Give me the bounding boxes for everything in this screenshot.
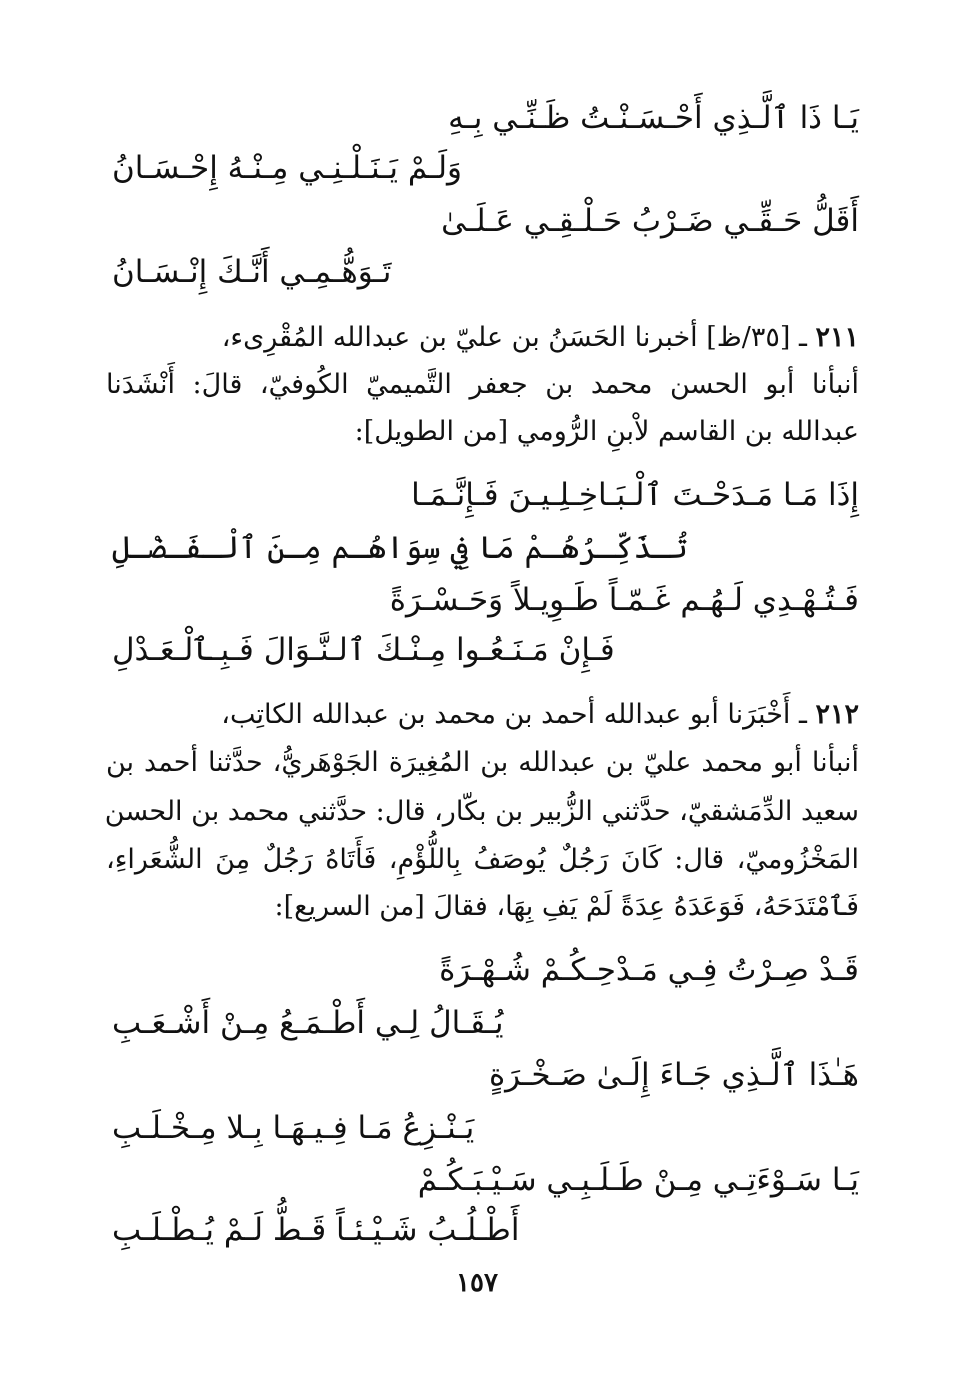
entry-211-line1 <box>222 318 859 358</box>
entry-212-line3: سعيد الدِّمَشقيّ، حدَّثني الزُّبير بن بكّار، قال: حدَّثني محمد بن الحسن <box>104 796 859 827</box>
poem1-verse2-second-half: تَـوَهُّـمِـي أَنَّـكَ إِنْـسَـانُ <box>112 254 392 290</box>
poem1-verse2-first-half: أَقَلُّ حَـقِّـي ضَـرْبُ حَـلْـقِـي عَـلَـىٰ <box>441 203 859 239</box>
entry-212-number: ٢١٢ <box>815 699 859 730</box>
entry-212-line2: أنبأنا أبو محمد عليّ بن عبدالله بن المُغِيرَة الجَوْهَريُّ، حدَّثنا أحمد بن <box>106 747 859 778</box>
poem3-verse1-first-half: قَـدْ صِـرْتُ فِـي مَـدْحِـكُـمْ شُـهْـرَةً <box>439 952 859 988</box>
entry-212-text-line1: ـ أَخْبَرَنا أبو عبدالله أحمد بن محمد بن عبدالله الكاتِب، <box>221 699 807 730</box>
poem3-verse3-first-half: يَـا سَـوْءَتِـي مِـنْ طَـلَـبِـي سَـيْـبَـكُـمْ <box>417 1162 859 1198</box>
poem2-verse2-second-half: فَـإِنْ مَـنَـعُـوا مِـنْـكَ ٱلـنَّـوَالَ فَـبِـٱلْـعَـدْلِ <box>112 632 615 668</box>
entry-211-line3: عبدالله بن القاسم لاْبنِ الرُّومي [من الطويل]: <box>354 416 859 447</box>
poem3-verse2-second-half: يَـنْـزِعُ مَـا فِـيـهَـا بِـلا مِـخْـلَـبِ <box>112 1110 475 1146</box>
entry-212-line5: فَٱمْتَدَحَهُ، فَوَعَدَهُ عِدَةً لَمْ يَفِ بِهَا، فقالَ [من السريع]: <box>274 891 859 922</box>
poem2-verse1-first-half: إِذَا مَـا مَـدَحْـتَ ٱلْـبَـاخِـلِـيـنَ فَـإِنَّـمَـا <box>411 477 859 513</box>
page-number: ١٥٧ <box>456 1268 498 1298</box>
entry-212-line4: المَخْزُوميّ، قال: كَانَ رَجُلٌ يُوصَفُ بِاللُّؤْمِ، فَأَتَاهُ رَجُلٌ مِنَ الشُّعَراءِ، <box>106 844 859 875</box>
poem3-verse2-first-half: هَـٰذَا ٱلَّـذِي جَـاءَ إِلَـىٰ صَـخْـرَةٍ <box>488 1057 859 1093</box>
poem2-verse2-first-half: فَـتُـهْـدِي لَـهُـم غَـمّـاً طَـوِيـلاً وَحَـسْـرَةً <box>389 582 859 618</box>
entry-211-line2: أنبأنا أبو الحسن محمد بن جعفر التَّميميّ الكُوفيّ، قالَ: أَنْشَدَنا <box>106 369 859 400</box>
poem3-verse1-second-half: يُـقَـالُ لِـي أَطْـمَـعُ مِـنْ أَشْـعَـبِ <box>112 1005 504 1041</box>
poem1-verse1-second-half: وَلَـمْ يَـنَـلْـنِـي مِـنْـهُ إِحْـسَـانُ <box>112 150 463 186</box>
entry-211-text-line1: ـ [٣٥/ظ] أخبرنا الحَسَنُ بن عليّ بن عبدالله المُقْرِىء، <box>221 322 807 353</box>
entry-211-number: ٢١١ <box>815 322 859 353</box>
poem3-verse3-second-half: أَطْـلُـبُ شَـيْـئـاً قَـطُّ لَـمْ يُـطْـلَـبِ <box>112 1212 520 1248</box>
poem1-verse1-first-half: يَـا ذَا ٱلَّـذِي أَحْـسَـنْـتُ ظَـنِّـي بِـهِ <box>448 100 859 136</box>
entry-212-line1 <box>221 695 859 735</box>
poem2-verse1-second-half: تُـذَكِّـرُهُـمْ مَا فِي سِوَاهُـم مِـنَ ٱلْـفَـضْـلِ <box>112 530 689 566</box>
